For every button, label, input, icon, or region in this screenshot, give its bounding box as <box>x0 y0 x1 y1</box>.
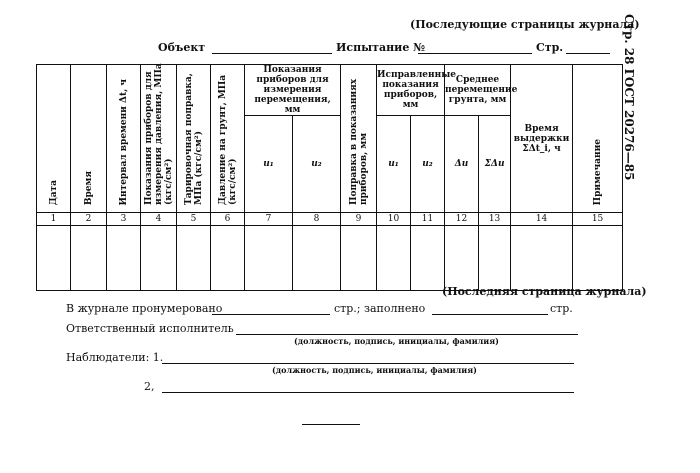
data-cell[interactable] <box>479 226 511 291</box>
col-note-header: Примечание <box>573 65 623 213</box>
group-corrected-header: Исправленные показания приборов, мм <box>377 65 445 116</box>
data-cell[interactable] <box>445 226 479 291</box>
u2-header-8: u₂ <box>293 116 341 213</box>
col-number: 8 <box>293 213 341 226</box>
col-number: 15 <box>573 213 623 226</box>
col-holding-time-header: Время выдержки ΣΔt_i, ч <box>511 65 573 213</box>
responsible-caption: (должность, подпись, инициалы, фамилия) <box>294 336 499 346</box>
col-number: 4 <box>141 213 177 226</box>
data-cell[interactable] <box>293 226 341 291</box>
responsible-line[interactable] <box>236 334 578 335</box>
object-label: Объект <box>158 41 206 54</box>
test-line[interactable] <box>418 53 532 54</box>
data-cell[interactable] <box>341 226 377 291</box>
col-pressure-readings-header: Показания приборов для измерения давления, МПа (кгс/см²) <box>141 65 177 213</box>
col-number: 2 <box>71 213 107 226</box>
pages-filled-label: стр.; заполнено <box>334 302 426 315</box>
group-mean-displacement-header: Среднее перемещение грунта, мм <box>445 65 511 116</box>
sum-delta-u-header: ΣΔu <box>479 116 511 213</box>
col-number: 12 <box>445 213 479 226</box>
data-cell[interactable] <box>245 226 293 291</box>
test-label: Испытание № <box>336 41 426 54</box>
side-header: Стр. 28 ГОСТ 20276—85 <box>622 14 636 181</box>
page-label: Стр. <box>536 41 564 54</box>
responsible-label: Ответственный исполнитель <box>66 322 234 335</box>
observer-2-label: 2, <box>144 380 155 393</box>
col-calibration-header: Тарировочная поправка, МПа (кгс/см²) <box>177 65 211 213</box>
col-interval-header: Интервал времени Δt, ч <box>107 65 141 213</box>
pages-end-label: стр. <box>550 302 573 315</box>
u1-header-10: u₁ <box>377 116 411 213</box>
filled-pages-line[interactable] <box>432 314 548 315</box>
numbered-label: В журнале пронумеровано <box>66 302 223 315</box>
observer-1-line[interactable] <box>162 363 574 364</box>
observer-1-caption: (должность, подпись, инициалы, фамилия) <box>272 365 477 375</box>
data-cell[interactable] <box>211 226 245 291</box>
bottom-divider <box>302 424 360 425</box>
col-number: 1 <box>37 213 71 226</box>
data-cell[interactable] <box>107 226 141 291</box>
observers-label: Наблюдатели: 1. <box>66 351 164 364</box>
col-number: 11 <box>411 213 445 226</box>
col-time-header: Время <box>71 65 107 213</box>
observer-2-line[interactable] <box>162 392 574 393</box>
object-line[interactable] <box>212 53 332 54</box>
col-number: 14 <box>511 213 573 226</box>
group-displacement-header: Показания приборов для измерения перемещения, мм <box>245 65 341 116</box>
data-cell[interactable] <box>141 226 177 291</box>
col-number: 7 <box>245 213 293 226</box>
subsequent-pages-note: (Последующие страницы журнала) <box>410 18 640 31</box>
last-page-note: (Последняя страница журнала) <box>442 285 647 298</box>
col-date-header: Дата <box>37 65 71 213</box>
col-number: 6 <box>211 213 245 226</box>
delta-u-header: Δu <box>445 116 479 213</box>
col-number: 13 <box>479 213 511 226</box>
data-cell[interactable] <box>511 226 573 291</box>
data-cell[interactable] <box>573 226 623 291</box>
data-cell[interactable] <box>177 226 211 291</box>
col-number: 3 <box>107 213 141 226</box>
page-line[interactable] <box>566 53 610 54</box>
u2-header-11: u₂ <box>411 116 445 213</box>
u1-header-7: u₁ <box>245 116 293 213</box>
data-cell[interactable] <box>37 226 71 291</box>
numbered-pages-line[interactable] <box>212 314 330 315</box>
col-soil-pressure-header: Давление на грунт, МПа (кгс/см²) <box>211 65 245 213</box>
data-cell[interactable] <box>411 226 445 291</box>
col-number: 5 <box>177 213 211 226</box>
data-cell[interactable] <box>71 226 107 291</box>
col-number: 10 <box>377 213 411 226</box>
col-number: 9 <box>341 213 377 226</box>
data-cell[interactable] <box>377 226 411 291</box>
journal-table <box>36 64 623 291</box>
col-correction-header: Поправка в показаниях приборов, мм <box>341 65 377 213</box>
